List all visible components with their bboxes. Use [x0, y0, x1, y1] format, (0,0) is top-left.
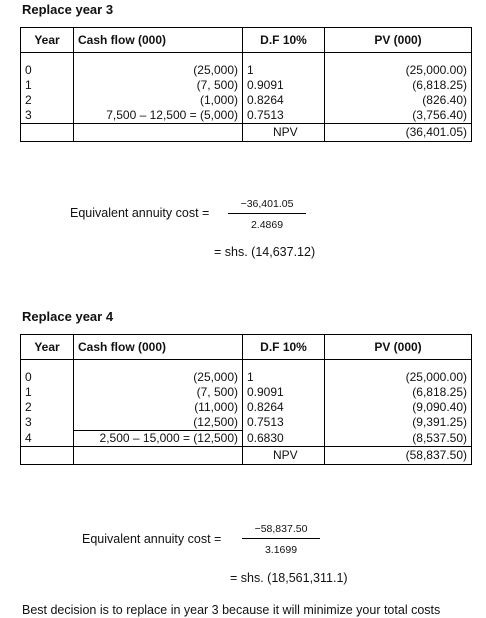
cell-df: 0.8264 [243, 93, 325, 108]
cell-df: 1 [243, 63, 325, 78]
table-row [21, 370, 472, 385]
col-header-df: D.F 10% [243, 28, 325, 53]
fraction-denominator: 2.4869 [250, 219, 284, 231]
table-row [21, 78, 472, 93]
fraction-numerator: −36,401.05 [228, 198, 306, 214]
cell-cash-flow: (1,000) [74, 93, 243, 108]
cell-year: 2 [21, 93, 74, 108]
table-row [21, 385, 472, 400]
cell-year: 1 [21, 385, 74, 400]
col-header-pv: PV (000) [325, 28, 472, 53]
cell-df: 0.8264 [243, 400, 325, 415]
col-header-cash-flow: Cash flow (000) [74, 335, 243, 360]
cell-cash-flow: (7, 500) [74, 385, 243, 400]
cell-cash-flow: (25,000) [74, 370, 243, 385]
table-row [21, 108, 472, 124]
cell-pv: (25,000.00) [405, 370, 467, 384]
col-header-df: D.F 10% [243, 335, 325, 360]
cell-df: 0.9091 [243, 385, 325, 400]
cell-cash-flow: (12,500) [74, 415, 243, 431]
section-heading-year3: Replace year 3 [22, 2, 114, 17]
table-header-row [21, 28, 472, 53]
cell-df: 0.7513 [243, 415, 325, 431]
cashflow-table-year3 [20, 27, 472, 142]
table-row [21, 63, 472, 78]
table-header-row [21, 335, 472, 360]
cell-pv: (8,537.50) [412, 430, 467, 445]
annuity-fraction [228, 198, 306, 231]
annuity-fraction [242, 523, 320, 556]
cell-cash-flow: (25,000) [74, 63, 243, 78]
table-row [21, 415, 472, 431]
cell-pv: (3,756.40) [412, 108, 467, 122]
cell-year: 3 [21, 108, 74, 124]
col-header-pv: PV (000) [325, 335, 472, 360]
conclusion-text: Best decision is to replace in year 3 because it will minimize your total costs [22, 603, 441, 617]
cell-cash-flow: (7, 500) [74, 78, 243, 93]
cell-cash-flow: 7,500 – 12,500 = (5,000) [74, 108, 243, 124]
cell-df: 1 [243, 370, 325, 385]
cell-df: 0.9091 [243, 78, 325, 93]
cell-cash-flow: (11,000) [74, 400, 243, 415]
npv-label: NPV [243, 124, 325, 142]
npv-label: NPV [243, 447, 325, 465]
cell-year: 0 [21, 370, 74, 385]
cell-cash-flow: 2,500 – 15,000 = (12,500) [74, 431, 243, 447]
table-row [21, 400, 472, 415]
annuity-result: = shs. (18,561,311.1) [230, 571, 348, 585]
npv-value: (58,837.50) [325, 447, 472, 465]
equivalent-annuity-label: Equivalent annuity cost = [82, 532, 222, 546]
cell-pv: (6,818.25) [412, 78, 467, 92]
npv-row [21, 124, 472, 142]
cashflow-table-year4 [20, 334, 472, 465]
cell-pv: (9,090.40) [412, 400, 467, 414]
cell-pv: (6,818.25) [412, 385, 467, 399]
npv-row [21, 447, 472, 465]
col-header-year: Year [21, 28, 74, 53]
col-header-cash-flow: Cash flow (000) [74, 28, 243, 53]
cell-pv: (9,391.25) [412, 415, 467, 430]
col-header-year: Year [21, 335, 74, 360]
section-heading-year4: Replace year 4 [22, 309, 114, 324]
cell-year: 4 [21, 431, 74, 447]
cell-pv: (25,000.00) [405, 63, 467, 77]
fraction-numerator: −58,837.50 [242, 523, 320, 539]
cell-year: 3 [21, 415, 74, 431]
fraction-denominator: 3.1699 [264, 544, 298, 556]
table-row [21, 431, 472, 447]
cell-year: 0 [21, 63, 74, 78]
cell-df: 0.6830 [243, 431, 325, 447]
annuity-result: = shs. (14,637.12) [214, 245, 316, 259]
table-row [21, 93, 472, 108]
cell-year: 1 [21, 78, 74, 93]
cell-df: 0.7513 [243, 108, 325, 124]
cell-year: 2 [21, 400, 74, 415]
npv-value: (36,401.05) [325, 124, 472, 142]
equivalent-annuity-label: Equivalent annuity cost = [70, 206, 210, 220]
cell-pv: (826.40) [422, 93, 467, 107]
